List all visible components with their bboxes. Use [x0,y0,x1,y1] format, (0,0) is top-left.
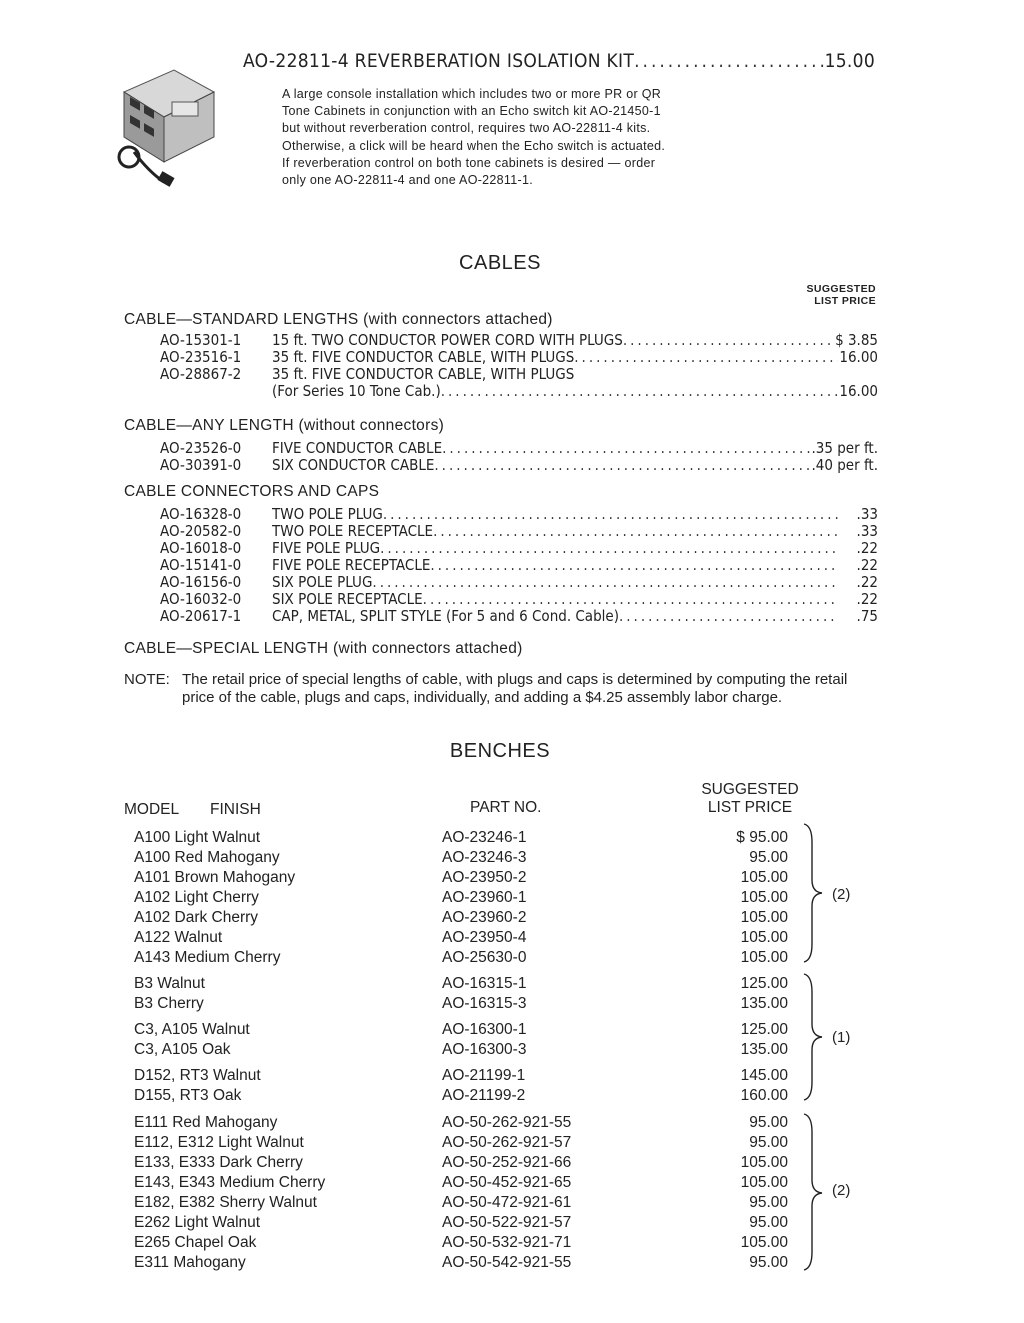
part-number: AO-16328-0 [160,505,242,523]
part-number: AO-16032-0 [160,590,242,608]
kit-description-line: If reverberation control on both tone cabinets is desired — order [282,155,656,170]
bench-col-price [690,781,810,817]
bench-part-number: AO-23246-1 [442,829,527,846]
price: .40 per ft. [811,456,878,474]
connector-row [160,557,878,574]
bench-model: E182, E382 Sherry Walnut [134,1194,317,1211]
kit-title-line [243,50,875,72]
connectors-heading: CABLE CONNECTORS AND CAPS [124,483,380,500]
price: .35 per ft. [811,439,878,457]
bracket-group-3 [800,1112,830,1272]
bench-model: E311 Mahogany [134,1254,246,1271]
bench-price: 105.00 [740,949,788,966]
kit-description-line: but without reverberation control, requires two AO-22811-4 kits. [282,121,651,136]
connector-row [160,506,878,523]
bench-part-number: AO-50-472-921-61 [442,1194,572,1211]
price: .33 [856,505,878,523]
special-length-note: (with connectors attached) [333,640,523,657]
part-number: AO-20617-1 [160,607,242,625]
footnote-group-1: (2) [832,886,851,903]
price: .22 [856,556,878,574]
description: 35 ft. FIVE CONDUCTOR CABLE, WITH PLUGS [272,365,575,383]
bench-price: 105.00 [740,929,788,946]
bench-part-number: AO-25630-0 [442,949,527,966]
part-number [160,383,272,400]
kit-description [282,86,732,189]
bench-part-number: AO-23960-2 [442,909,527,926]
price: $ 3.85 [835,331,878,349]
footnote-group-2: (1) [832,1029,851,1046]
dot-leader [430,557,838,574]
special-length-title: CABLE—SPECIAL LENGTH [124,640,329,657]
bench-model: E143, E343 Medium Cherry [134,1174,326,1191]
description: (For Series 10 Tone Cab.) [272,382,441,400]
dot-leader [441,383,838,400]
cable-row [160,332,878,349]
kit-description-line: Otherwise, a click will be heard when the Echo switch is actuated. [282,138,666,153]
part-number: AO-30391-0 [160,456,242,474]
standard-lengths-note: (with connectors attached) [363,311,553,328]
footnote-group-3: (2) [832,1182,851,1199]
part-number: AO-15301-1 [160,331,242,349]
bench-price: 105.00 [740,1174,788,1191]
bench-part-number: AO-23246-3 [442,849,527,866]
price: .22 [856,573,878,591]
note-label: NOTE: [124,671,170,688]
benches-section-title: BENCHES [449,740,551,762]
cable-row [160,457,878,474]
bench-part-number: AO-23950-2 [442,869,527,886]
kit-description-line: only one AO-22811-4 and one AO-22811-1. [282,173,533,188]
bench-part-number: AO-50-262-921-57 [442,1134,572,1151]
price: 16.00 [839,382,878,400]
description: CAP, METAL, SPLIT STYLE (For 5 and 6 Cond. Cable) [272,607,619,625]
bench-model: E133, E333 Dark Cherry [134,1154,303,1171]
bench-model: A100 Light Walnut [134,829,261,846]
bench-price: 145.00 [740,1067,788,1084]
connector-row [160,523,878,540]
bench-model: E112, E312 Light Walnut [134,1134,304,1151]
cable-row [160,366,878,383]
dot-leader [383,506,838,523]
bench-price: 125.00 [740,975,788,992]
bench-price: 105.00 [740,909,788,926]
bench-col-price-line-2: LIST PRICE [707,799,793,816]
bench-price: 135.00 [740,995,788,1012]
dot-leader [623,332,835,349]
description: FIVE POLE PLUG [272,539,381,557]
part-number: AO-16018-0 [160,539,242,557]
part-number: AO-23516-1 [160,348,242,366]
price: 16.00 [839,348,878,366]
part-number: AO-16156-0 [160,573,242,591]
bench-model: A122 Walnut [134,929,223,946]
bench-part-number: AO-50-262-921-55 [442,1114,572,1131]
cables-section-title: CABLES [459,252,541,274]
kit-description-line: A large console installation which includes two or more PR or QR [282,87,662,101]
bench-part-number: AO-50-252-921-66 [442,1154,572,1171]
dot-leader [634,50,824,72]
bench-model: C3, A105 Oak [134,1041,231,1058]
description: FIVE POLE RECEPTACLE [272,556,431,574]
bench-col-price-line-1: SUGGESTED [701,781,799,798]
cable-row [160,440,878,457]
bench-part-number: AO-21199-1 [442,1067,526,1084]
description: SIX CONDUCTOR CABLE [272,456,435,474]
bench-col-finish: FINISH [210,801,261,818]
connector-row [160,591,878,608]
dot-leader [442,440,811,457]
bench-model: A101 Brown Mahogany [134,869,296,886]
cable-row [160,383,878,400]
description: TWO POLE RECEPTACLE [272,522,434,540]
part-number: AO-28867-2 [160,365,242,383]
bench-price: 95.00 [749,849,788,866]
bench-part-number: AO-50-532-921-71 [442,1234,572,1251]
any-length-heading [124,417,444,435]
connector-row [160,574,878,591]
bench-model: B3 Walnut [134,975,205,992]
part-number: AO-23526-0 [160,439,242,457]
bench-model: E111 Red Mahogany [134,1114,278,1131]
price: .33 [856,522,878,540]
description: SIX POLE PLUG [272,573,373,591]
description: FIVE CONDUCTOR CABLE [272,439,443,457]
dot-leader [423,591,838,608]
bench-price: 105.00 [740,869,788,886]
bench-model: A100 Red Mahogany [134,849,280,866]
dot-leader [372,574,838,591]
bench-part-number: AO-23950-4 [442,929,527,946]
bench-price: 95.00 [749,1214,788,1231]
bench-price: 125.00 [740,1021,788,1038]
bench-part-number: AO-16315-3 [442,995,527,1012]
bracket-group-2 [800,972,830,1102]
bench-model: B3 Cherry [134,995,204,1012]
part-number: AO-15141-0 [160,556,242,574]
connector-row [160,540,878,557]
price: .22 [856,539,878,557]
price [574,366,614,383]
bench-price: 135.00 [740,1041,788,1058]
dot-leader [380,540,838,557]
bench-model: E262 Light Walnut [134,1214,261,1231]
bench-col-part: PART NO. [470,799,542,816]
dot-leader [574,349,838,366]
dot-leader [619,608,838,625]
bench-price: 95.00 [749,1194,788,1211]
bench-model: C3, A105 Walnut [134,1021,250,1038]
bench-col-model: MODEL [124,801,180,818]
cables-price-header [760,283,876,307]
isolation-kit-photo [104,62,234,190]
any-length-note: (without connectors) [298,417,445,434]
bench-model: A143 Medium Cherry [134,949,281,966]
bench-model: A102 Light Cherry [134,889,259,906]
price-header-line-1: SUGGESTED [806,283,876,295]
part-number: AO-20582-0 [160,522,242,540]
bench-part-number: AO-23960-1 [442,889,527,906]
bench-price: 105.00 [740,1154,788,1171]
description: 15 ft. TWO CONDUCTOR POWER CORD WITH PLUGS [272,331,623,349]
kit-price: 15.00 [824,50,875,72]
standard-lengths-title: CABLE—STANDARD LENGTHS [124,311,359,328]
note-text: The retail price of special lengths of cable, with plugs and caps is determined by computing the retail price of the cable, plugs and caps, individually, and adding a $4.25 assembly labor charge. [182,671,848,706]
dot-leader [434,457,811,474]
bench-price: $ 95.00 [736,829,788,846]
bench-part-number: AO-16315-1 [442,975,527,992]
bench-part-number: AO-50-522-921-57 [442,1214,572,1231]
bench-part-number: AO-16300-3 [442,1041,527,1058]
standard-lengths-heading [124,311,553,329]
bench-price: 160.00 [740,1087,788,1104]
description: SIX POLE RECEPTACLE [272,590,423,608]
kit-description-line: Tone Cabinets in conjunction with an Echo switch kit AO-21450-1 [282,104,661,119]
any-length-title: CABLE—ANY LENGTH [124,417,294,434]
special-length-heading [124,640,523,658]
connector-row [160,608,878,625]
price: .22 [856,590,878,608]
kit-title: AO-22811-4 REVERBERATION ISOLATION KIT [243,50,635,72]
cable-row [160,349,878,366]
price-header-line-2: LIST PRICE [814,295,876,307]
bracket-group-1 [800,822,830,964]
bench-model: D152, RT3 Walnut [134,1067,261,1084]
bench-price: 105.00 [740,1234,788,1251]
description: TWO POLE PLUG [272,505,383,523]
bench-model: E265 Chapel Oak [134,1234,257,1251]
bench-part-number: AO-50-452-921-65 [442,1174,572,1191]
price: .75 [856,607,878,625]
bench-price: 95.00 [749,1254,788,1271]
bench-price: 105.00 [740,889,788,906]
bench-part-number: AO-21199-2 [442,1087,526,1104]
description: 35 ft. FIVE CONDUCTOR CABLE, WITH PLUGS [272,348,575,366]
bench-part-number: AO-16300-1 [442,1021,527,1038]
bench-model: D155, RT3 Oak [134,1087,242,1104]
bench-part-number: AO-50-542-921-55 [442,1254,572,1271]
dot-leader [433,523,838,540]
bench-model: A102 Dark Cherry [134,909,259,926]
bench-price: 95.00 [749,1134,788,1151]
bench-price: 95.00 [749,1114,788,1131]
